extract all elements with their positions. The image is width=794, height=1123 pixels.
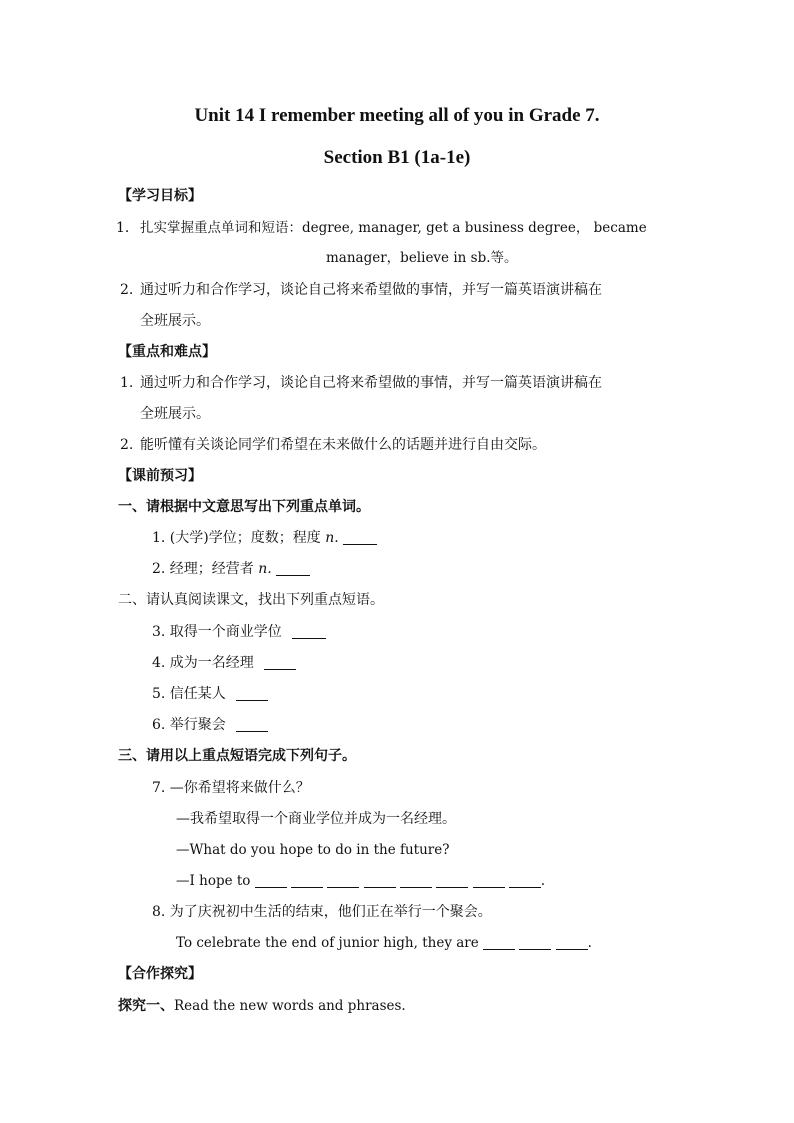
- sentence-7-answer-cn: —我希望取得一个商业学位并成为一名经理。: [176, 811, 456, 827]
- word-item-1-pos: n.: [325, 530, 339, 546]
- preview-heading: 【课前预习】: [118, 468, 202, 484]
- answer-blank[interactable]: [291, 873, 323, 888]
- objective-item-2-number: 2.: [120, 282, 134, 298]
- answer-blank[interactable]: [483, 935, 515, 950]
- sentence-7-question-cn: 7. —你希望将来做什么？: [152, 780, 310, 796]
- answer-blank[interactable]: [264, 655, 296, 670]
- answer-blank[interactable]: [400, 873, 432, 888]
- explore-heading: 【合作探究】: [118, 966, 202, 982]
- word-item-2-pos: n.: [258, 561, 272, 577]
- word-item-2: [152, 559, 310, 579]
- key-point-1-number: 1.: [120, 375, 134, 391]
- period: .: [587, 935, 592, 951]
- preview-part-1-heading: 一、请根据中文意思写出下列重点单词。: [118, 499, 370, 515]
- word-item-1: [152, 528, 377, 548]
- period: .: [540, 873, 546, 889]
- page-title: Unit 14 I remember meeting all of you in Grade 7.: [194, 105, 600, 126]
- objective-item-1-number: 1．: [116, 220, 139, 236]
- explore-1-label: 探究一、: [118, 998, 174, 1014]
- explore-1: [118, 996, 406, 1016]
- phrase-item-6-text: 6. 举行聚会: [152, 717, 226, 733]
- key-point-2-number: 2.: [120, 437, 134, 453]
- key-point-2-line-1: 能听懂有关谈论同学们希望在未来做什么的话题并进行自由交际。: [140, 437, 546, 453]
- answer-blank[interactable]: [364, 873, 396, 888]
- phrase-item-3: [152, 622, 326, 642]
- sentence-7-answer-en: [176, 871, 545, 891]
- word-item-1-text: 1. (大学)学位；度数；程度: [152, 530, 321, 546]
- answer-blank[interactable]: [473, 873, 505, 888]
- answer-blank[interactable]: [276, 561, 310, 576]
- sentence-8-en: [176, 933, 592, 953]
- key-point-1-line-2: 全班展示。: [140, 406, 210, 422]
- answer-blank[interactable]: [327, 873, 359, 888]
- answer-blank[interactable]: [436, 873, 468, 888]
- preview-part-3-heading: 三、请用以上重点短语完成下列句子。: [118, 748, 356, 764]
- key-point-1-line-1: 通过听力和合作学习，谈论自己将来希望做的事情，并写一篇英语演讲稿在: [140, 375, 602, 391]
- phrase-item-5: [152, 684, 268, 704]
- word-item-2-text: 2. 经理；经营者: [152, 561, 254, 577]
- answer-blank[interactable]: [255, 873, 287, 888]
- answer-blank[interactable]: [343, 530, 377, 545]
- answer-blank[interactable]: [292, 624, 326, 639]
- phrase-item-4: [152, 653, 296, 673]
- sentence-7-question-en: —What do you hope to do in the future?: [176, 842, 450, 858]
- phrase-item-4-text: 4. 成为一名经理: [152, 655, 254, 671]
- explore-1-text: Read the new words and phrases.: [174, 998, 406, 1014]
- objective-item-1-line-2: manager，believe in sb.等。: [326, 250, 518, 266]
- key-points-heading: 【重点和难点】: [118, 344, 216, 360]
- answer-blank[interactable]: [556, 935, 588, 950]
- preview-part-2-heading: 二、请认真阅读课文，找出下列重点短语。: [118, 592, 384, 608]
- answer-blank[interactable]: [519, 935, 551, 950]
- answer-blank[interactable]: [236, 686, 268, 701]
- phrase-item-5-text: 5. 信任某人: [152, 686, 226, 702]
- sentence-8-en-text: To celebrate the end of junior high, they are: [176, 935, 479, 951]
- phrase-item-6: [152, 715, 268, 735]
- phrase-item-3-text: 3. 取得一个商业学位: [152, 624, 282, 640]
- sentence-8-cn: 8. 为了庆祝初中生活的结束，他们正在举行一个聚会。: [152, 904, 492, 920]
- answer-blank[interactable]: [509, 873, 541, 888]
- objectives-heading: 【学习目标】: [118, 188, 202, 204]
- objective-item-2-line-1: 通过听力和合作学习，谈论自己将来希望做的事情，并写一篇英语演讲稿在: [140, 282, 602, 298]
- sentence-7-answer-en-text: —I hope to: [176, 873, 251, 889]
- answer-blank[interactable]: [236, 717, 268, 732]
- objective-item-1-line-1: 扎实掌握重点单词和短语：degree, manager, get a business degree， became: [140, 220, 647, 236]
- page-subtitle: Section B1 (1a-1e): [323, 147, 471, 168]
- objective-item-2-line-2: 全班展示。: [140, 313, 210, 329]
